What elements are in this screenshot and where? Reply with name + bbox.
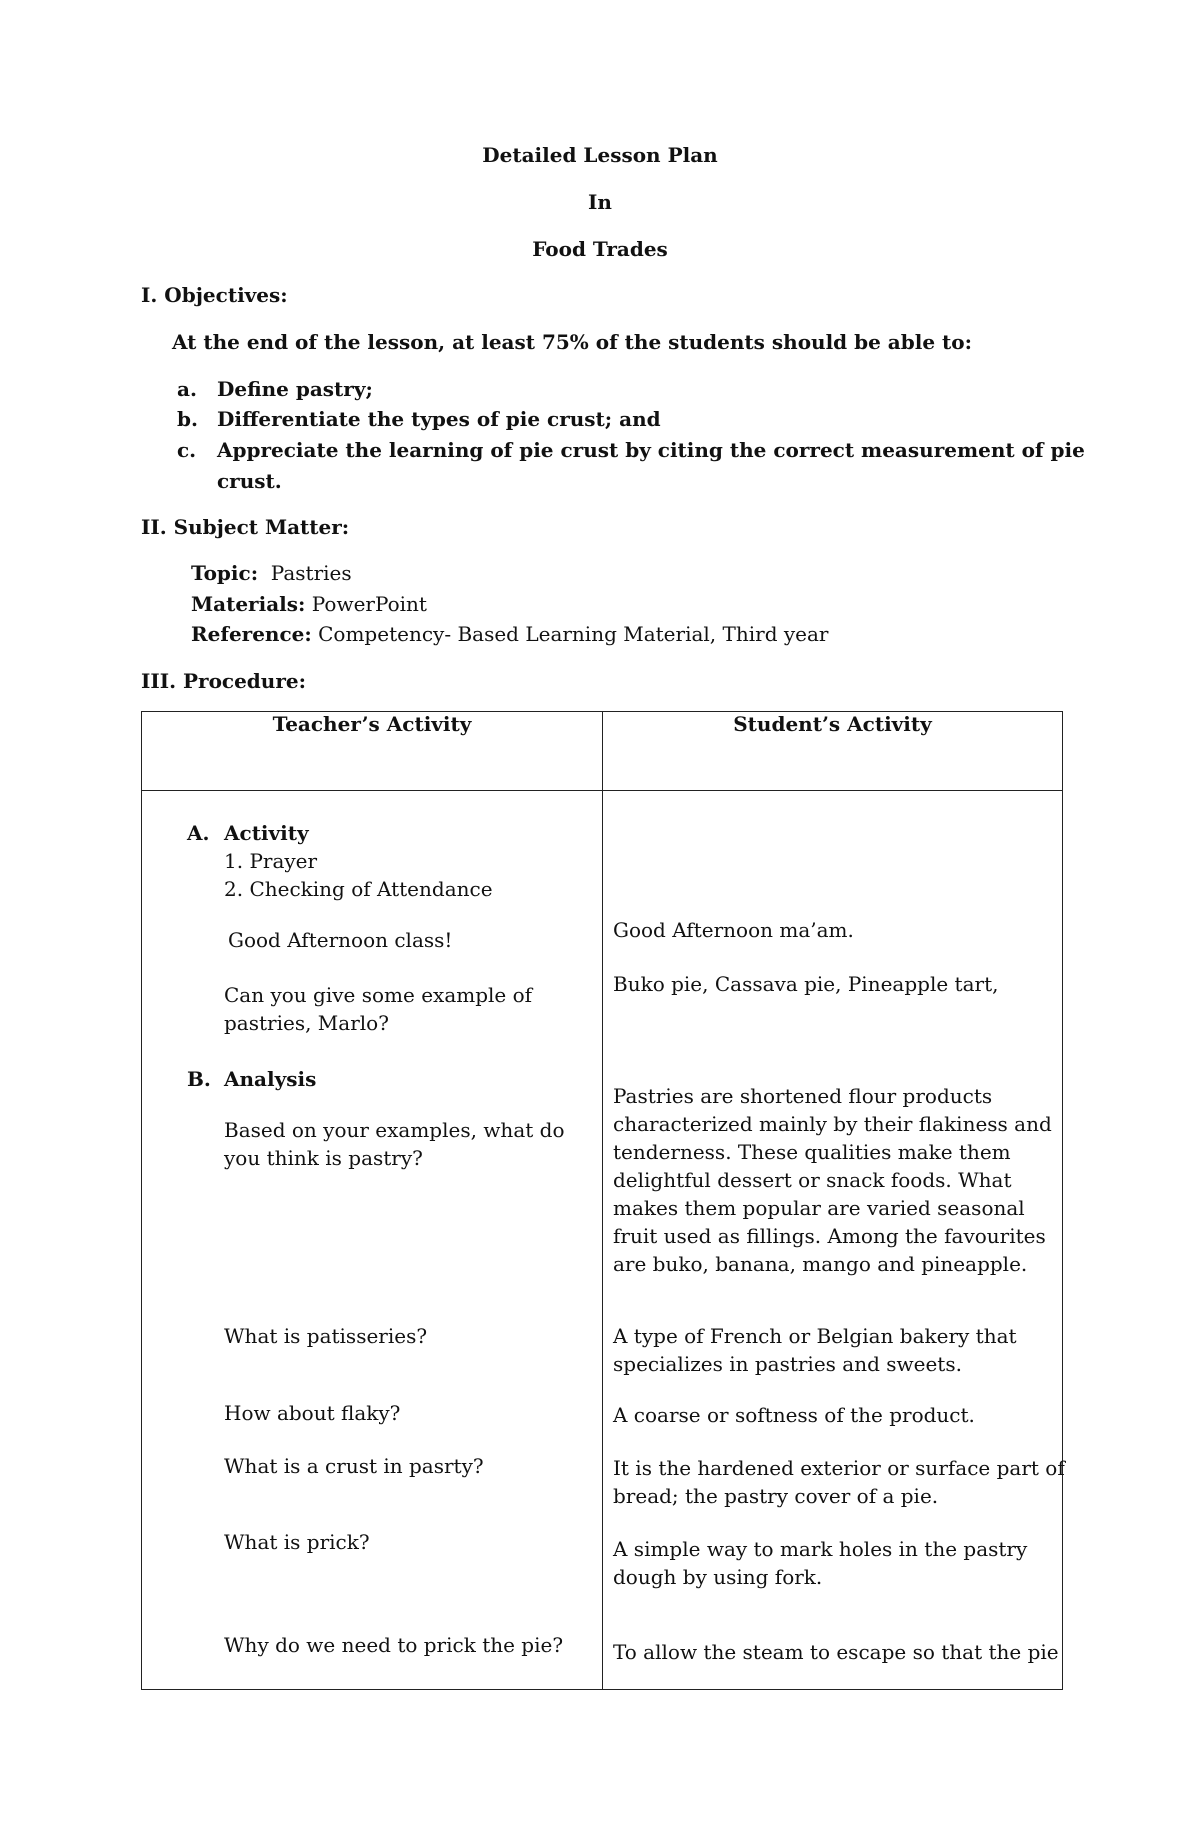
pastry-definition-line: delightful dessert or snack foods. What [613,1168,1012,1192]
teacher-activity-cell [142,791,603,1690]
patisseries-answer-line2: specializes in pastries and sweets. [613,1352,962,1376]
section-b-title: Analysis [224,1067,317,1091]
objective-item [177,407,661,431]
materials-line [191,592,427,616]
objectives-heading: I. Objectives: [141,283,288,307]
teacher-greeting: Good Afternoon class! [228,928,453,952]
step-attendance: 2. Checking of Attendance [224,877,493,901]
subject-matter-heading: II. Subject Matter: [141,515,350,539]
reference-line [191,622,828,646]
prick-answer-line1: A simple way to mark holes in the pastry [613,1537,1028,1561]
pastry-definition-line: Pastries are shortened flour products [613,1084,993,1108]
table-body-row [142,791,1063,1690]
section-a-label: A. [187,821,210,845]
materials-value: PowerPoint [311,592,427,616]
crust-answer-line2: bread; the pastry cover of a pie. [613,1484,939,1508]
question-why-prick: Why do we need to prick the pie? [224,1633,564,1657]
question-patisseries: What is patisseries? [224,1324,428,1348]
reference-label: Reference: [191,622,312,646]
topic-line [191,561,352,585]
page-subtitle: Food Trades [532,237,668,261]
crust-answer-line1: It is the hardened exterior or surface part of [613,1456,1065,1480]
flaky-answer: A coarse or softness of the product. [613,1403,975,1427]
objectives-intro: At the end of the lesson, at least 75% of the students should be able to: [172,330,972,354]
pastry-definition-line: tenderness. These qualities make them [613,1140,1011,1164]
question-crust: What is a crust in pasrty? [224,1454,484,1478]
pastry-definition-line: characterized mainly by their flakiness and [613,1112,1052,1136]
teacher-column-header: Teacher’s Activity [142,712,603,791]
student-column-header: Student’s Activity [603,712,1063,791]
materials-label: Materials: [191,592,306,616]
pastry-definition-line: makes them popular are varied seasonal [613,1196,1025,1220]
objective-text: Differentiate the types of pie crust; and [217,407,661,431]
prick-answer-line2: dough by using fork. [613,1565,823,1589]
why-prick-answer: To allow the steam to escape so that the pie [613,1640,1059,1664]
objective-item [177,377,373,401]
student-greeting: Good Afternoon ma’am. [613,918,854,942]
procedure-heading: III. Procedure: [141,669,306,693]
question-examples-line1: Can you give some example of [224,983,533,1007]
topic-value: Pastries [270,561,352,585]
objective-text: Define pastry; [217,377,373,401]
step-prayer: 1. Prayer [224,849,318,873]
question-examples-line2: pastries, Marlo? [224,1011,389,1035]
question-pastry-line2: you think is pastry? [224,1146,423,1170]
table-header-row [142,712,1063,791]
question-pastry-line1: Based on your examples, what do [224,1118,565,1142]
objective-item [177,438,1085,462]
question-prick: What is prick? [224,1530,370,1554]
pastry-definition-line: are buko, banana, mango and pineapple. [613,1252,1028,1276]
page-title: Detailed Lesson Plan [482,143,718,167]
objective-text-continued: crust. [217,469,282,493]
objective-label: c. [177,438,197,462]
student-examples: Buko pie, Cassava pie, Pineapple tart, [613,972,999,996]
question-flaky: How about flaky? [224,1401,401,1425]
pastry-definition-line: fruit used as fillings. Among the favourites [613,1224,1046,1248]
student-activity-cell [603,791,1063,1690]
section-b-label: B. [187,1067,211,1091]
reference-value: Competency- Based Learning Material, Third year [318,622,829,646]
patisseries-answer-line1: A type of French or Belgian bakery that [613,1324,1017,1348]
objective-label: a. [177,377,197,401]
objective-label: b. [177,407,198,431]
page-title-in: In [588,190,612,214]
section-a-title: Activity [224,821,309,845]
objective-text: Appreciate the learning of pie crust by citing the correct measurement of pie [217,438,1085,462]
topic-label: Topic: [191,561,259,585]
procedure-table [141,711,1063,1690]
